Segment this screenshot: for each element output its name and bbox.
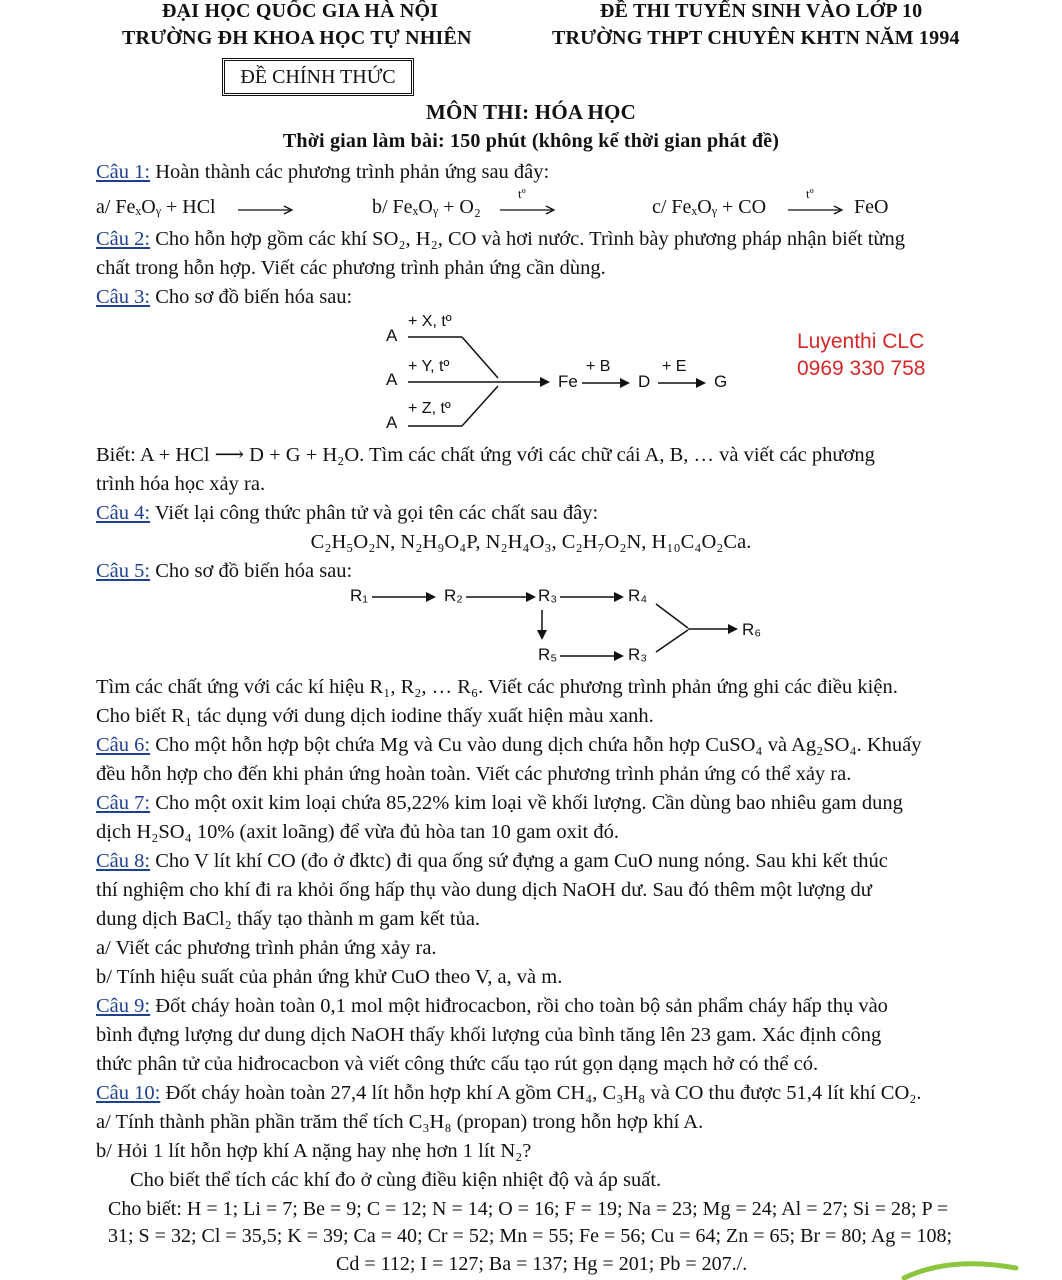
label-r3: R₃ [538,586,558,605]
arrow-a [238,200,298,220]
question-8-part-a: a/ Viết các phương trình phản ứng xảy ra. [96,937,437,959]
question-8-line2: thí nghiệm cho khí đi ra khỏi ống hấp thụ vào dung dịch NaOH dư. Sau đó thêm một lượng dư [96,879,872,901]
question-label: Câu 1: [96,161,151,183]
label-a2: A [386,370,398,389]
label-plus-e: + E [662,358,687,375]
question-label: Câu 3: [96,286,151,308]
logo-swoosh-icon [900,1258,1020,1280]
atomic-masses-line1: Cho biết: H = 1; Li = 7; Be = 9; C = 12; N = 14; O = 16; F = 19; Na = 23; Mg = 24; Al = 27; Si = 28; P = [108,1198,949,1220]
question-4 [96,499,1018,528]
time-limit: Thời gian làm bài: 150 phút (không kể thời gian phát đề) [282,130,780,152]
question-label: Câu 2: [96,228,151,250]
question-6 [96,731,1018,760]
school-name: TRƯỜNG ĐH KHOA HỌC TỰ NHIÊN [122,27,472,49]
label-r1: R₁ [350,586,369,605]
label-cond-x: + X, tº [408,313,452,330]
question-2 [96,225,1018,254]
arrow-d-g [658,378,718,390]
label-r4: R₄ [628,586,648,605]
question-label: Câu 7: [96,792,151,814]
question-4-formulas: C₂H₅O₂N, N₂H₉O₄P, N₂H₄O₃, C₂H₇O₂N, H₁₀C₄O₂Ca. [310,531,752,553]
arrow-r3-r5 [536,610,548,644]
question-text: Cho một hỗn hợp bột chứa Mg và Cu vào dung dịch chứa hỗn hợp CuSO₄ và Ag₂SO₄. Khuấy [150,734,922,756]
question-8-line3: dung dịch BaCl₂ thấy tạo thành m gam kết tủa. [96,908,481,930]
question-3 [96,283,1018,312]
question-text: Đốt cháy hoàn toàn 27,4 lít hỗn hợp khí A gồm CH₄, C₃H₈ và CO thu được 51,4 lít khí CO₂. [160,1082,922,1104]
question-text: Viết lại công thức phân tử và gọi tên các chất sau đây: [150,502,599,524]
question-text: Cho sơ đồ biến hóa sau: [150,560,353,582]
label-r5: R₅ [538,645,558,664]
equation-c: c/ FeₓOᵧ + CO [652,196,767,218]
question-text: Cho hỗn hợp gồm các khí SO₂, H₂, CO và hơi nước. Trình bày phương pháp nhận biết từng [150,228,906,250]
question-5-text-line2: Cho biết R₁ tác dụng với dung dịch iodine thấy xuất hiện màu xanh. [96,705,654,727]
label-cond-y: + Y, tº [408,358,450,375]
question-text: Hoàn thành các phương trình phản ứng sau đây: [150,161,550,183]
arrow-b [500,200,560,220]
label-a1: A [386,326,398,345]
subject-title: MÔN THI: HÓA HỌC [426,100,636,124]
atomic-masses-line2: 31; S = 32; Cl = 35,5; K = 39; Ca = 40; Cr = 52; Mn = 55; Fe = 56; Cu = 64; Zn = 65; Br = 80; Ag = 108; [108,1225,953,1247]
question-label: Câu 5: [96,560,151,582]
university-name: ĐẠI HỌC QUỐC GIA HÀ NỘI [162,0,439,22]
condition-c: tº [806,186,814,201]
question-label: Câu 8: [96,850,151,872]
question-5-text: Tìm các chất ứng với các kí hiệu R₁, R₂, … R₆. Viết các phương trình phản ứng ghi các điều kiện. [96,676,898,698]
question-2-line2: chất trong hỗn hợp. Viết các phương trình phản ứng cần dùng. [96,257,606,279]
label-r6: R₆ [742,620,762,639]
question-text: Cho V lít khí CO (đo ở đktc) đi qua ống sứ đựng a gam CuO nung nóng. Sau khi kết thúc [150,850,888,872]
question-8-part-b: b/ Tính hiệu suất của phản ứng khử CuO theo V, a, và m. [96,966,563,988]
question-10-note: Cho biết thể tích các khí đo ở cùng điều kiện nhiệt độ và áp suất. [130,1169,662,1191]
question-3-known: Biết: A + HCl ⟶ D + G + H₂O. Tìm các chất ứng với các chữ cái A, B, … và viết các phương [96,444,875,466]
label-d: D [638,372,651,391]
question-label: Câu 6: [96,734,151,756]
equation-a: a/ FeₓOᵧ + HCl [96,196,216,218]
question-10-part-a: a/ Tính thành phần phần trăm thể tích C₃H₈ (propan) trong hỗn hợp khí A. [96,1111,704,1133]
arrow-r2-r3 [466,592,546,604]
arrow-fe-d [582,378,642,390]
question-7 [96,789,1018,818]
label-a3: A [386,413,398,432]
question-6-line2: đều hỗn hợp cho đến khi phản ứng hoàn toàn. Viết các phương trình phản ứng có thể xảy ra. [96,763,852,785]
label-g: G [714,372,728,391]
question-8 [96,847,1018,876]
question-9-line3: thức phân tử của hiđrocacbon và viết công thức cấu tạo rút gọn dạng mạch hở có thể có. [96,1053,819,1075]
exam-title: ĐỀ THI TUYỂN SINH VÀO LỚP 10 [600,0,923,22]
arrow-c [788,200,848,220]
label-cond-z: + Z, tº [408,400,451,417]
equation-c-product: FeO [854,196,889,218]
label-r3-second: R₃ [628,645,648,664]
question-label: Câu 9: [96,995,151,1017]
condition-b: tº [518,186,526,201]
question-label: Câu 10: [96,1082,161,1104]
question-5 [96,557,1018,586]
question-text: Cho sơ đồ biến hóa sau: [150,286,353,308]
question-text: Cho một oxit kim loại chứa 85,22% kim loại về khối lượng. Cần dùng bao nhiêu gam dung [150,792,903,814]
question-10-part-b: b/ Hỏi 1 lít hỗn hợp khí A nặng hay nhẹ hơn 1 lít N₂? [96,1140,532,1162]
equation-b: b/ FeₓOᵧ + O₂ [372,196,481,218]
question-1 [96,158,1018,187]
label-plus-b: + B [586,358,611,375]
watermark-name: Luyenthi CLC [797,330,925,353]
label-fe: Fe [558,372,578,391]
question-3-known-line2: trình hóa học xảy ra. [96,473,266,495]
official-badge: ĐỀ CHÍNH THỨC [222,58,414,96]
question-9 [96,992,1018,1021]
exam-school-year: TRƯỜNG THPT CHUYÊN KHTN NĂM 1994 [552,27,960,49]
question-7-line2: dịch H₂SO₄ 10% (axit loãng) để vừa đủ hòa tan 10 gam oxit đó. [96,821,620,843]
question-text: Đốt cháy hoàn toàn 0,1 mol một hiđrocacbon, rồi cho toàn bộ sản phẩm cháy hấp thụ vào [150,995,888,1017]
atomic-masses-line3: Cd = 112; I = 127; Ba = 137; Hg = 201; Pb = 207./. [336,1253,748,1275]
question-9-line2: bình đựng lượng dư dung dịch NaOH thấy khối lượng của bình tăng lên 23 gam. Xác định công [96,1024,882,1046]
label-r2: R₂ [444,586,463,605]
question-10 [96,1079,1018,1108]
watermark-phone: 0969 330 758 [797,357,926,380]
q5-converging-arrows [652,600,752,660]
arrow-r1-r2 [372,592,442,604]
question-label: Câu 4: [96,502,151,524]
